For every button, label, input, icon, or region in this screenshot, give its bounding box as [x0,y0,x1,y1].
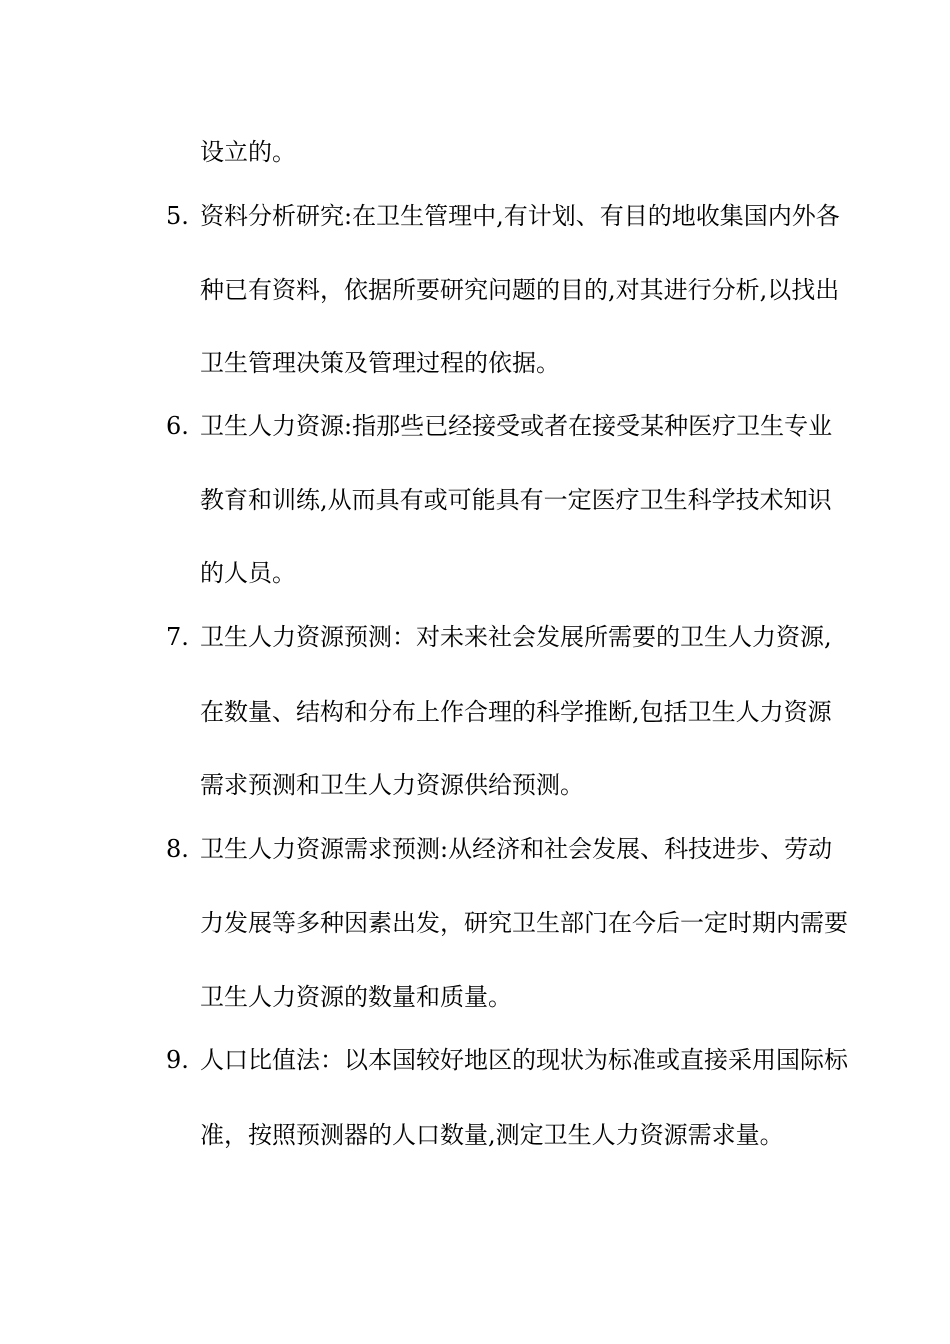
item-number: 6. [166,412,189,440]
item-text-line: 卫生人力资源需求预测:从经济和社会发展、科技进步、劳动 [200,835,833,863]
item-text-line: 准，按照预测器的人口数量,测定卫生人力资源需求量。 [200,1121,784,1149]
item-text-line: 卫生人力资源预测：对未来社会发展所需要的卫生人力资源, [200,623,832,651]
item-number: 5. [166,202,189,230]
item-text-line: 人口比值法：以本国较好地区的现状为标准或直接采用国际标 [200,1046,848,1074]
item-number: 9. [166,1046,189,1074]
item-text-line: 教育和训练,从而具有或可能具有一定医疗卫生科学技术知识 [200,486,832,514]
item-number: 8. [166,835,189,863]
item-text-line: 卫生管理决策及管理过程的依据。 [200,349,560,377]
item-text-line: 需求预测和卫生人力资源供给预测。 [200,771,584,799]
item-text-line: 卫生人力资源的数量和质量。 [200,983,512,1011]
item-text-line: 卫生人力资源:指那些已经接受或者在接受某种医疗卫生专业 [200,412,833,440]
item-text-line: 的人员。 [200,559,296,587]
item-number: 7. [166,623,189,651]
item-text-line: 种已有资料，依据所要研究问题的目的,对其进行分析,以找出 [200,276,840,304]
item-text-line: 力发展等多种因素出发，研究卫生部门在今后一定时期内需要 [200,909,848,937]
item-text-line: 资料分析研究:在卫生管理中,有计划、有目的地收集国内外各 [200,202,840,230]
continuation-line: 设立的。 [200,138,296,166]
item-text-line: 在数量、结构和分布上作合理的科学推断,包括卫生人力资源 [200,698,832,726]
